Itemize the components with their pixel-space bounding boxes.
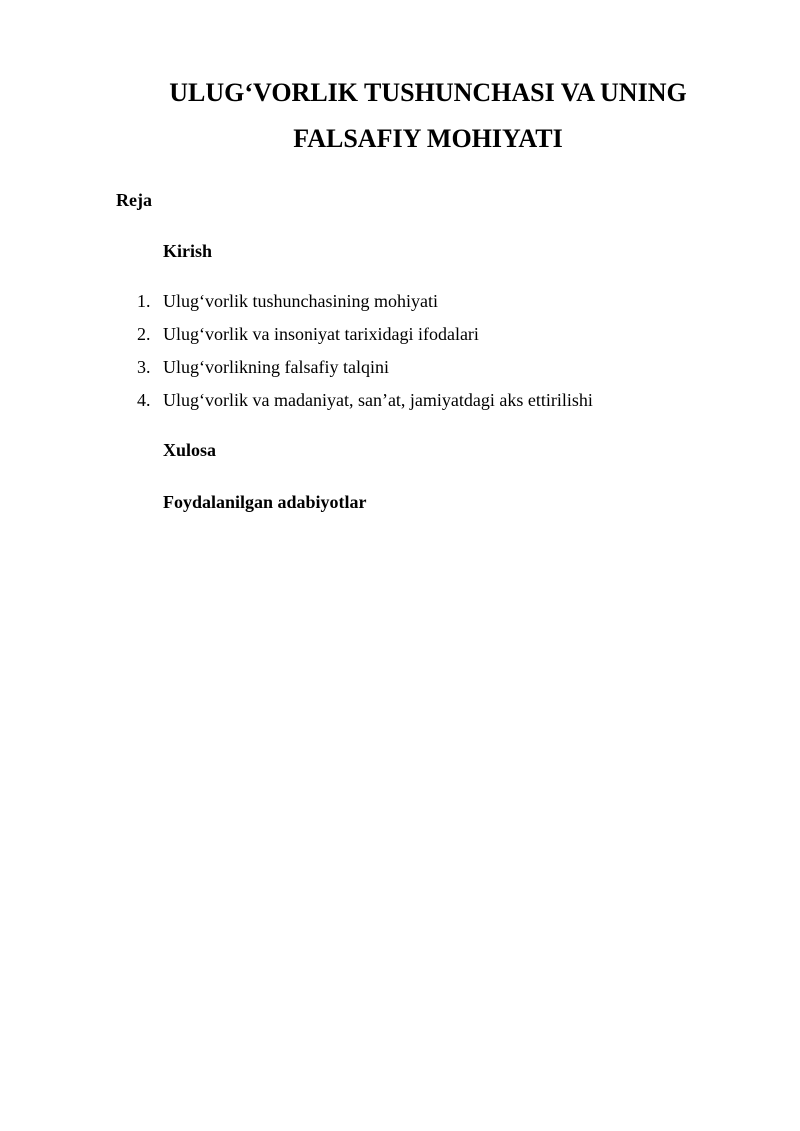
plan-item-text: Ulug‘vorlik va insoniyat tarixidagi ifodalari	[163, 324, 479, 344]
plan-item-number: 1.	[137, 291, 151, 311]
document-title-line-2: FALSAFIY MOHIYATI	[293, 124, 563, 153]
plan-item-number: 2.	[137, 324, 151, 344]
plan-heading: Reja	[116, 190, 152, 210]
intro-heading: Kirish	[163, 241, 213, 261]
plan-item-text: Ulug‘vorlik va madaniyat, san’at, jamiyatdagi aks ettirilishi	[163, 390, 593, 410]
conclusion-heading: Xulosa	[163, 440, 217, 460]
plan-item-text: Ulug‘vorlik tushunchasining mohiyati	[163, 291, 438, 311]
references-heading: Foydalanilgan adabiyotlar	[163, 492, 367, 512]
plan-item-number: 3.	[137, 357, 151, 377]
plan-item-number: 4.	[137, 390, 151, 410]
plan-item-text: Ulug‘vorlikning falsafiy talqini	[163, 357, 389, 377]
document-title-line-1: ULUG‘VORLIK TUSHUNCHASI VA UNING	[169, 78, 687, 107]
